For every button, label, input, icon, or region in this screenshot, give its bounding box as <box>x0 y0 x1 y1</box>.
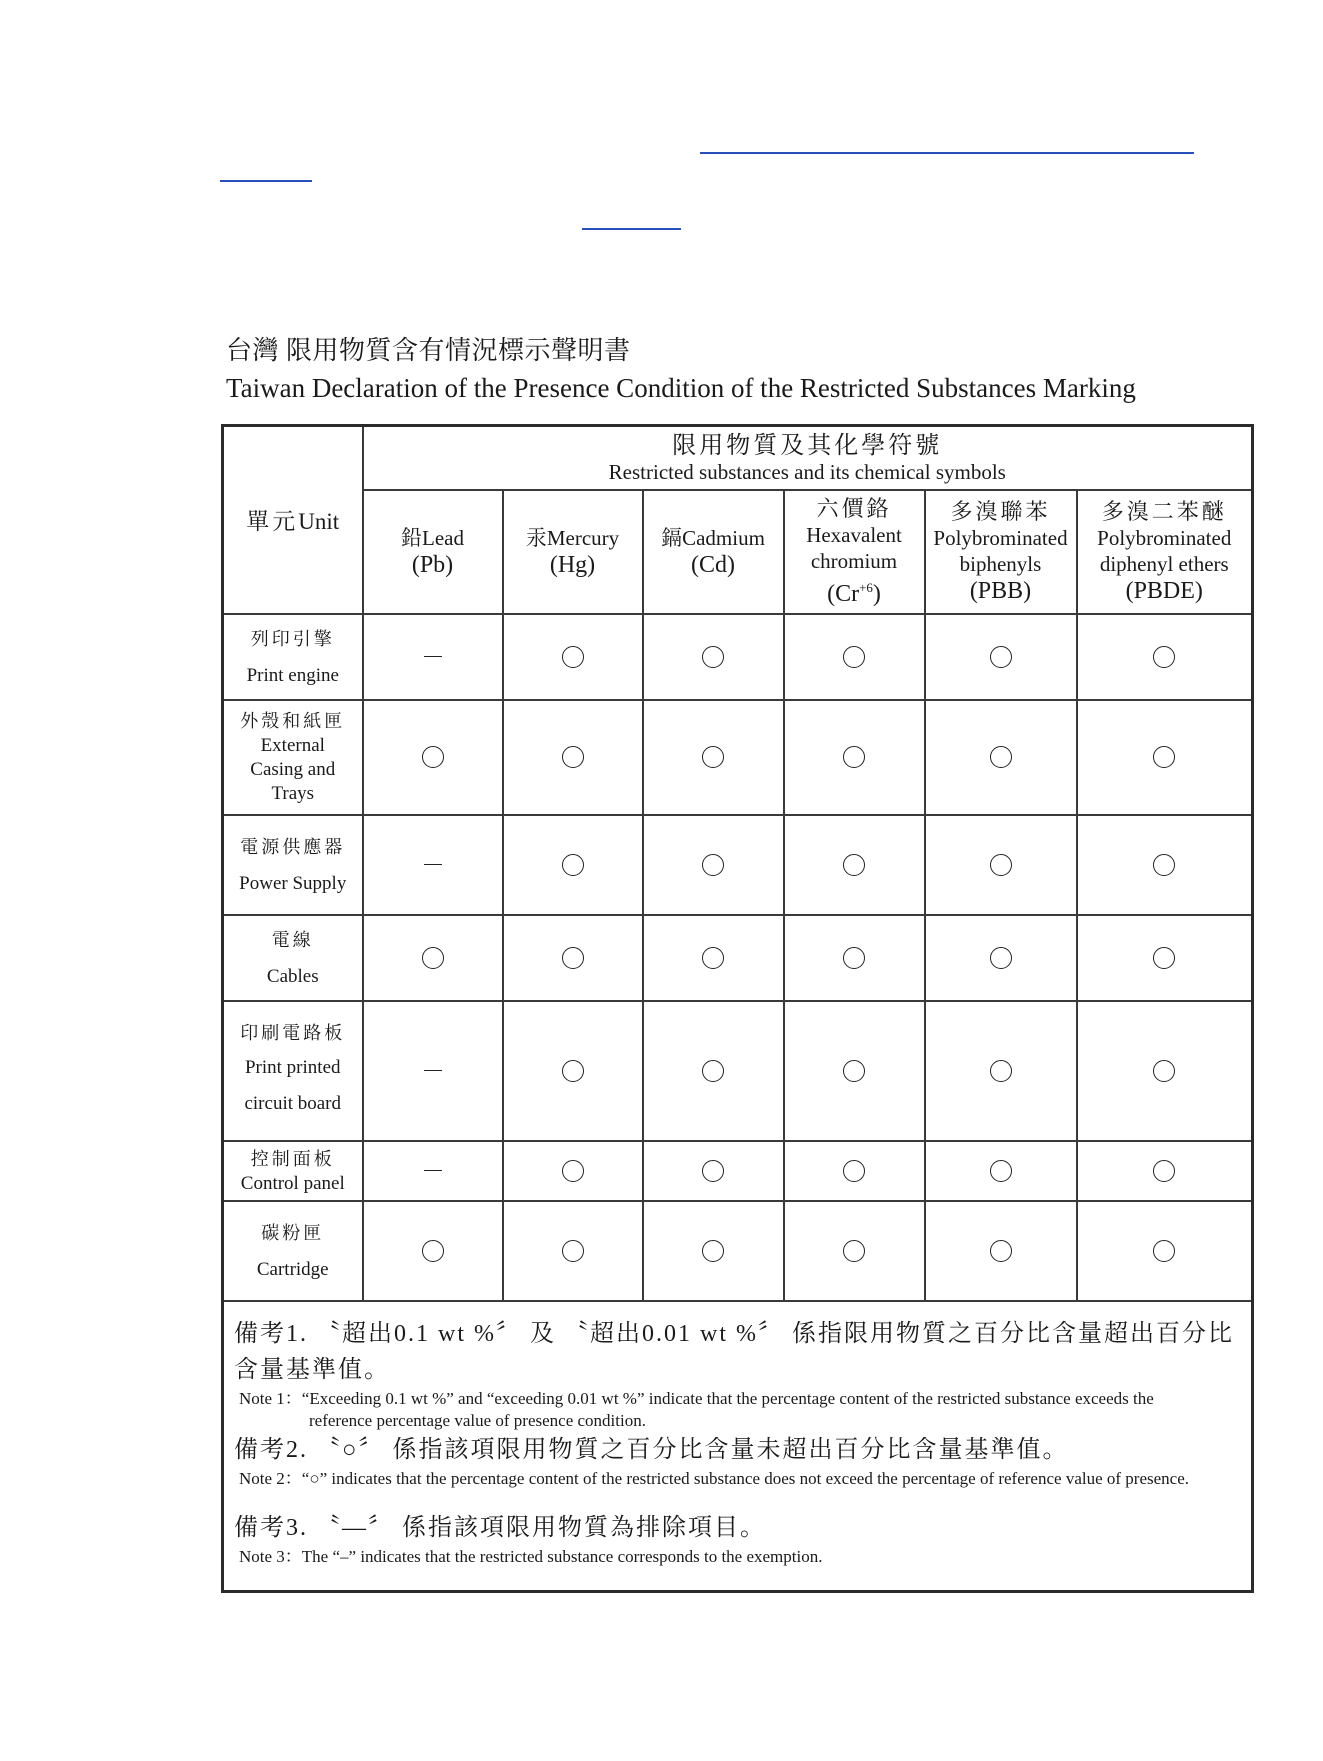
circle-mark-icon <box>990 947 1012 969</box>
circle-mark-icon <box>1153 1240 1175 1262</box>
restricted-substances-table-container <box>221 424 1251 1593</box>
circle-mark-icon <box>562 746 584 768</box>
table-header-row <box>223 426 1253 490</box>
presence-mark-cell <box>925 614 1077 700</box>
note-2-zh: 備考2. 〝○〞 係指該項限用物質之百分比含量未超出百分比含量基準值。 <box>234 1436 1069 1463</box>
unit-cell <box>223 614 363 700</box>
unit-cell <box>223 915 363 1001</box>
circle-mark-icon <box>1153 746 1175 768</box>
presence-mark-cell <box>925 1201 1077 1301</box>
unit-cell <box>223 1001 363 1141</box>
presence-mark-cell <box>363 1201 503 1301</box>
circle-mark-icon <box>990 854 1012 876</box>
circle-mark-icon <box>843 646 865 668</box>
restricted-substances-table <box>221 424 1254 1593</box>
circle-mark-icon <box>843 1240 865 1262</box>
notes-row <box>223 1301 1253 1592</box>
presence-mark-cell <box>503 1001 643 1141</box>
unit-name-en: Print engine <box>246 664 339 686</box>
presence-mark-cell <box>1077 1201 1253 1301</box>
circle-mark-icon <box>562 1240 584 1262</box>
substance-symbol: (Cd) <box>691 551 735 578</box>
presence-mark-cell <box>643 1001 784 1141</box>
presence-mark-cell <box>363 614 503 700</box>
presence-mark-cell <box>503 700 643 815</box>
unit-name-zh: 電源供應器 <box>240 836 346 857</box>
hyperlink-underline-short[interactable] <box>582 228 681 230</box>
note-1-en-line-2: reference percentage value of presence condition. <box>309 1410 646 1430</box>
presence-mark-cell <box>503 815 643 915</box>
substance-symbol: (Pb) <box>411 551 454 578</box>
presence-mark-cell <box>643 1201 784 1301</box>
unit-cell <box>223 815 363 915</box>
presence-mark-cell <box>1077 700 1253 815</box>
presence-mark-cell <box>1077 614 1253 700</box>
unit-cell <box>223 1141 363 1201</box>
notes-cell <box>223 1301 1253 1592</box>
circle-mark-icon <box>702 1160 724 1182</box>
note-3-en: Note 3：The “–” indicates that the restricted substance corresponds to the exemption. <box>239 1546 823 1566</box>
dash-mark-icon <box>424 656 442 657</box>
circle-mark-icon <box>702 947 724 969</box>
unit-name-en: Cables <box>266 965 319 987</box>
circle-mark-icon <box>843 1060 865 1082</box>
circle-mark-icon <box>1153 947 1175 969</box>
circle-mark-icon <box>422 947 444 969</box>
restricted-substances-group-header <box>363 426 1253 490</box>
unit-name-zh: 印刷電路板 <box>240 1022 346 1043</box>
presence-mark-cell <box>784 700 925 815</box>
presence-mark-cell <box>925 815 1077 915</box>
presence-mark-cell <box>1077 1141 1253 1201</box>
circle-mark-icon <box>843 854 865 876</box>
table-row <box>223 1141 1253 1201</box>
note-1-en-line-1: Note 1：“Exceeding 0.1 wt %” and “exceeding 0.01 wt %” indicate that the percentage content of the restricted substance exceeds the <box>239 1388 1154 1408</box>
note-1-zh: 備考1. 〝超出0.1 wt %〞 及 〝超出0.01 wt %〞 係指限用物質之百分比含量超出百分比含量基準值。 <box>234 1320 1234 1383</box>
circle-mark-icon <box>702 746 724 768</box>
symbol-base: (Cr <box>827 580 860 607</box>
table-row <box>223 1201 1253 1301</box>
symbol-superscript: +6 <box>859 579 873 595</box>
substance-symbol <box>785 574 924 608</box>
presence-mark-cell <box>643 815 784 915</box>
unit-name-zh: 列印引擎 <box>250 628 335 649</box>
presence-mark-cell <box>784 815 925 915</box>
presence-mark-cell <box>925 1141 1077 1201</box>
hyperlink-underline-continued[interactable] <box>220 180 312 182</box>
circle-mark-icon <box>562 1060 584 1082</box>
substance-name-en: Cadmium <box>682 525 765 550</box>
circle-mark-icon <box>1153 1160 1175 1182</box>
presence-mark-cell <box>503 1141 643 1201</box>
substance-header-pbde <box>1077 490 1253 614</box>
presence-mark-cell <box>925 1001 1077 1141</box>
table-row <box>223 700 1253 815</box>
presence-mark-cell <box>363 915 503 1001</box>
presence-mark-cell <box>643 614 784 700</box>
circle-mark-icon <box>422 746 444 768</box>
presence-mark-cell <box>363 700 503 815</box>
presence-mark-cell <box>643 1141 784 1201</box>
unit-name-en: Power Supply <box>239 872 347 894</box>
circle-mark-icon <box>990 746 1012 768</box>
dash-mark-icon <box>424 1070 442 1071</box>
unit-cell <box>223 700 363 815</box>
substance-symbol: (PBDE) <box>1125 577 1203 604</box>
substance-name-zh: 汞 <box>525 525 547 550</box>
circle-mark-icon <box>843 1160 865 1182</box>
presence-mark-cell <box>643 700 784 815</box>
presence-mark-cell <box>503 915 643 1001</box>
unit-header-zh: 單元 <box>246 509 299 535</box>
note-1-en <box>234 1388 1243 1432</box>
note-3-zh: 備考3. 〝—〞 係指該項限用物質為排除項目。 <box>234 1514 766 1541</box>
table-row <box>223 815 1253 915</box>
presence-mark-cell <box>363 1001 503 1141</box>
circle-mark-icon <box>562 947 584 969</box>
substance-name-en: Polybrominated biphenyls <box>933 525 1068 576</box>
presence-mark-cell <box>784 915 925 1001</box>
group-header-en: Restricted substances and its chemical symbols <box>608 459 1006 484</box>
substance-header-row <box>223 490 1253 614</box>
circle-mark-icon <box>843 947 865 969</box>
substance-name-zh: 多溴二苯醚 <box>1101 498 1227 524</box>
presence-mark-cell <box>784 1141 925 1201</box>
unit-header-en: Unit <box>298 509 340 535</box>
substance-name-en: Hexavalent chromium <box>806 522 902 573</box>
circle-mark-icon <box>990 1240 1012 1262</box>
circle-mark-icon <box>990 1160 1012 1182</box>
circle-mark-icon <box>843 746 865 768</box>
presence-mark-cell <box>1077 815 1253 915</box>
circle-mark-icon <box>1153 854 1175 876</box>
circle-mark-icon <box>702 646 724 668</box>
declaration-title-english: Taiwan Declaration of the Presence Condition of the Restricted Substances Marking <box>226 373 1136 403</box>
presence-mark-cell <box>925 700 1077 815</box>
substance-name-zh: 鎘 <box>661 525 683 550</box>
declaration-title-chinese: 台灣 限用物質含有情況標示聲明書 <box>226 336 631 365</box>
circle-mark-icon <box>1153 646 1175 668</box>
circle-mark-icon <box>702 1060 724 1082</box>
substance-symbol: (PBB) <box>969 577 1032 604</box>
table-row <box>223 915 1253 1001</box>
substance-name-zh: 六價鉻 <box>816 495 892 521</box>
circle-mark-icon <box>990 1060 1012 1082</box>
unit-name-zh: 電線 <box>271 929 314 950</box>
hyperlink-underline[interactable] <box>700 152 1194 154</box>
substance-header-hexavalent-chromium <box>784 490 925 614</box>
table-row <box>223 1001 1253 1141</box>
table-row <box>223 614 1253 700</box>
unit-name-zh: 控制面板 <box>250 1148 335 1169</box>
presence-mark-cell <box>784 614 925 700</box>
substance-header-lead <box>363 490 503 614</box>
circle-mark-icon <box>562 1160 584 1182</box>
substance-name-en: Polybrominated diphenyl ethers <box>1097 525 1232 576</box>
circle-mark-icon <box>1153 1060 1175 1082</box>
presence-mark-cell <box>925 915 1077 1001</box>
unit-name-en: Print printed circuit board <box>244 1056 342 1114</box>
dash-mark-icon <box>424 864 442 865</box>
group-header-zh: 限用物質及其化學符號 <box>672 432 943 459</box>
unit-cell <box>223 1201 363 1301</box>
substance-name-en: Lead <box>422 525 464 550</box>
symbol-close: ) <box>872 580 881 607</box>
circle-mark-icon <box>702 1240 724 1262</box>
unit-header-cell <box>223 426 363 614</box>
presence-mark-cell <box>503 1201 643 1301</box>
circle-mark-icon <box>702 854 724 876</box>
substance-name-zh: 多溴聯苯 <box>950 498 1051 524</box>
substance-header-pbb <box>925 490 1077 614</box>
unit-name-zh: 外殼和紙匣 <box>240 711 346 731</box>
circle-mark-icon <box>990 646 1012 668</box>
presence-mark-cell <box>363 815 503 915</box>
presence-mark-cell <box>784 1201 925 1301</box>
substance-symbol: (Hg) <box>549 551 596 578</box>
unit-name-en: Cartridge <box>256 1258 329 1280</box>
presence-mark-cell <box>1077 1001 1253 1141</box>
presence-mark-cell <box>503 614 643 700</box>
circle-mark-icon <box>422 1240 444 1262</box>
substance-header-mercury <box>503 490 643 614</box>
presence-mark-cell <box>643 915 784 1001</box>
presence-mark-cell <box>1077 915 1253 1001</box>
presence-mark-cell <box>784 1001 925 1141</box>
unit-name-en: External Casing and Trays <box>250 735 336 804</box>
note-2-en: Note 2：“○” indicates that the percentage content of the restricted substance does not exceed the percentage of reference value of presence. <box>239 1468 1189 1488</box>
presence-mark-cell <box>363 1141 503 1201</box>
substance-name-en: Mercury <box>546 525 620 550</box>
circle-mark-icon <box>562 646 584 668</box>
circle-mark-icon <box>562 854 584 876</box>
dash-mark-icon <box>424 1170 442 1171</box>
substance-name-zh: 鉛 <box>401 525 422 550</box>
substance-header-cadmium <box>643 490 784 614</box>
unit-name-zh: 碳粉匣 <box>261 1222 325 1243</box>
table-body <box>223 614 1253 1301</box>
unit-name-en: Control panel <box>240 1172 345 1194</box>
